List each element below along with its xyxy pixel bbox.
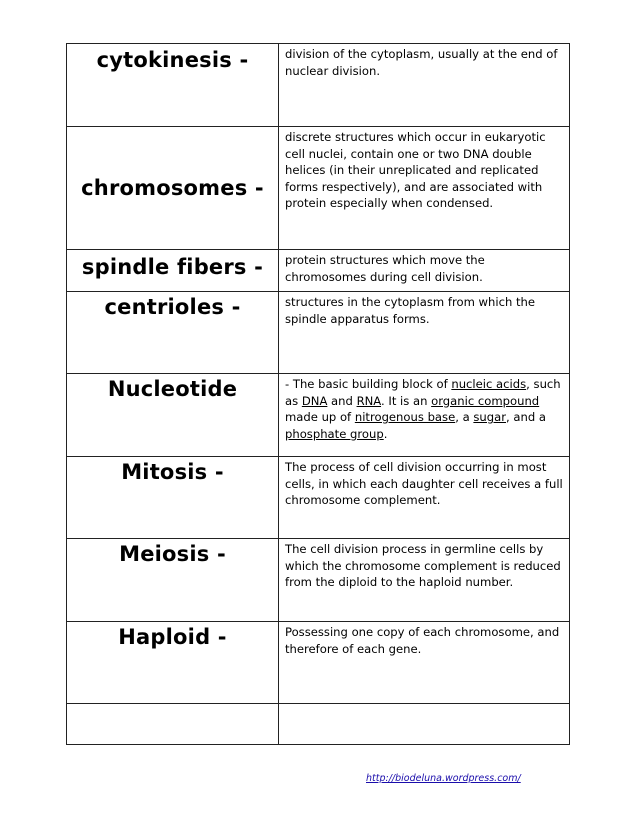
definition-meiosis: The cell division process in germline cells by which the chromosome complement is reduced from the diploid to the haploid number.	[285, 542, 561, 589]
term-spindle-fibers: spindle fibers -	[81, 255, 264, 279]
sugar-link[interactable]: sugar	[473, 410, 507, 424]
table-row	[67, 704, 570, 745]
term-mitosis: Mitosis -	[121, 460, 224, 484]
term-cell	[67, 250, 279, 292]
definition-cell	[279, 457, 570, 539]
term-cytokinesis: cytokinesis -	[96, 48, 249, 72]
definition-text: , such as	[285, 377, 561, 408]
definition-cell-empty	[279, 704, 570, 745]
rna-link[interactable]: RNA	[356, 393, 382, 408]
definition-centrioles: structures in the cytoplasm from which the spindle apparatus forms.	[285, 295, 536, 326]
phosphate-group-link[interactable]: phosphate group	[285, 426, 384, 441]
definition-chromosomes: discrete structures which occur in eukaryotic cell nuclei, contain one or two DNA double helices (in their unreplicated and replicated forms respectively), and are associated with protein especially when condensed.	[285, 130, 546, 210]
term-cell	[67, 44, 279, 127]
definition-text: .	[383, 426, 388, 441]
dna-link[interactable]: DNA	[301, 393, 328, 408]
table-row	[67, 250, 570, 292]
term-centrioles: centrioles -	[104, 295, 241, 319]
definition-text: and	[327, 393, 357, 408]
table-row	[67, 44, 570, 127]
term-meiosis: Meiosis -	[119, 542, 226, 566]
table-row	[67, 457, 570, 539]
definition-nucleotide	[279, 374, 569, 442]
organic-compound-link[interactable]: organic compound	[431, 393, 540, 408]
definition-text: . It is an	[381, 393, 432, 408]
definition-cell	[279, 292, 570, 374]
table-row	[67, 292, 570, 374]
definition-text: made up of	[285, 410, 355, 424]
table-row	[67, 127, 570, 250]
definition-cytokinesis: division of the cytoplasm, usually at the end of nuclear division.	[285, 47, 558, 78]
definition-haploid: Possessing one copy of each chromosome, and therefore of each gene.	[285, 625, 560, 656]
vocabulary-table	[66, 43, 570, 745]
term-haploid: Haploid -	[118, 625, 227, 649]
term-cell	[67, 292, 279, 374]
definition-cell	[279, 44, 570, 127]
definition-mitosis: The process of cell division occurring in most cells, in which each daughter cell receives a full chromosome complement.	[285, 460, 563, 507]
nitrogenous-base-link[interactable]: nitrogenous base	[354, 410, 456, 424]
table-row	[67, 622, 570, 704]
term-cell	[67, 539, 279, 622]
term-nucleotide: Nucleotide	[107, 377, 238, 401]
term-cell-empty	[67, 704, 279, 745]
definition-cell	[279, 250, 570, 292]
definition-spindle-fibers: protein structures which move the chromosomes during cell division.	[285, 253, 485, 284]
definition-cell	[279, 374, 570, 457]
term-chromosomes: chromosomes -	[81, 176, 264, 200]
table-row	[67, 374, 570, 457]
term-cell	[67, 457, 279, 539]
definition-cell	[279, 127, 570, 250]
definition-text: , and a	[506, 410, 546, 424]
definition-cell	[279, 622, 570, 704]
definition-empty	[279, 704, 569, 706]
term-cell	[67, 374, 279, 457]
nucleic-acids-link[interactable]: nucleic acids	[451, 377, 527, 391]
definition-text: - The basic building block of	[285, 377, 452, 391]
footer-url-link[interactable]: http://biodeluna.wordpress.com/	[366, 773, 521, 784]
term-cell	[67, 127, 279, 250]
definition-text: , a	[455, 410, 474, 424]
term-cell	[67, 622, 279, 704]
table-row	[67, 539, 570, 622]
definition-cell	[279, 539, 570, 622]
